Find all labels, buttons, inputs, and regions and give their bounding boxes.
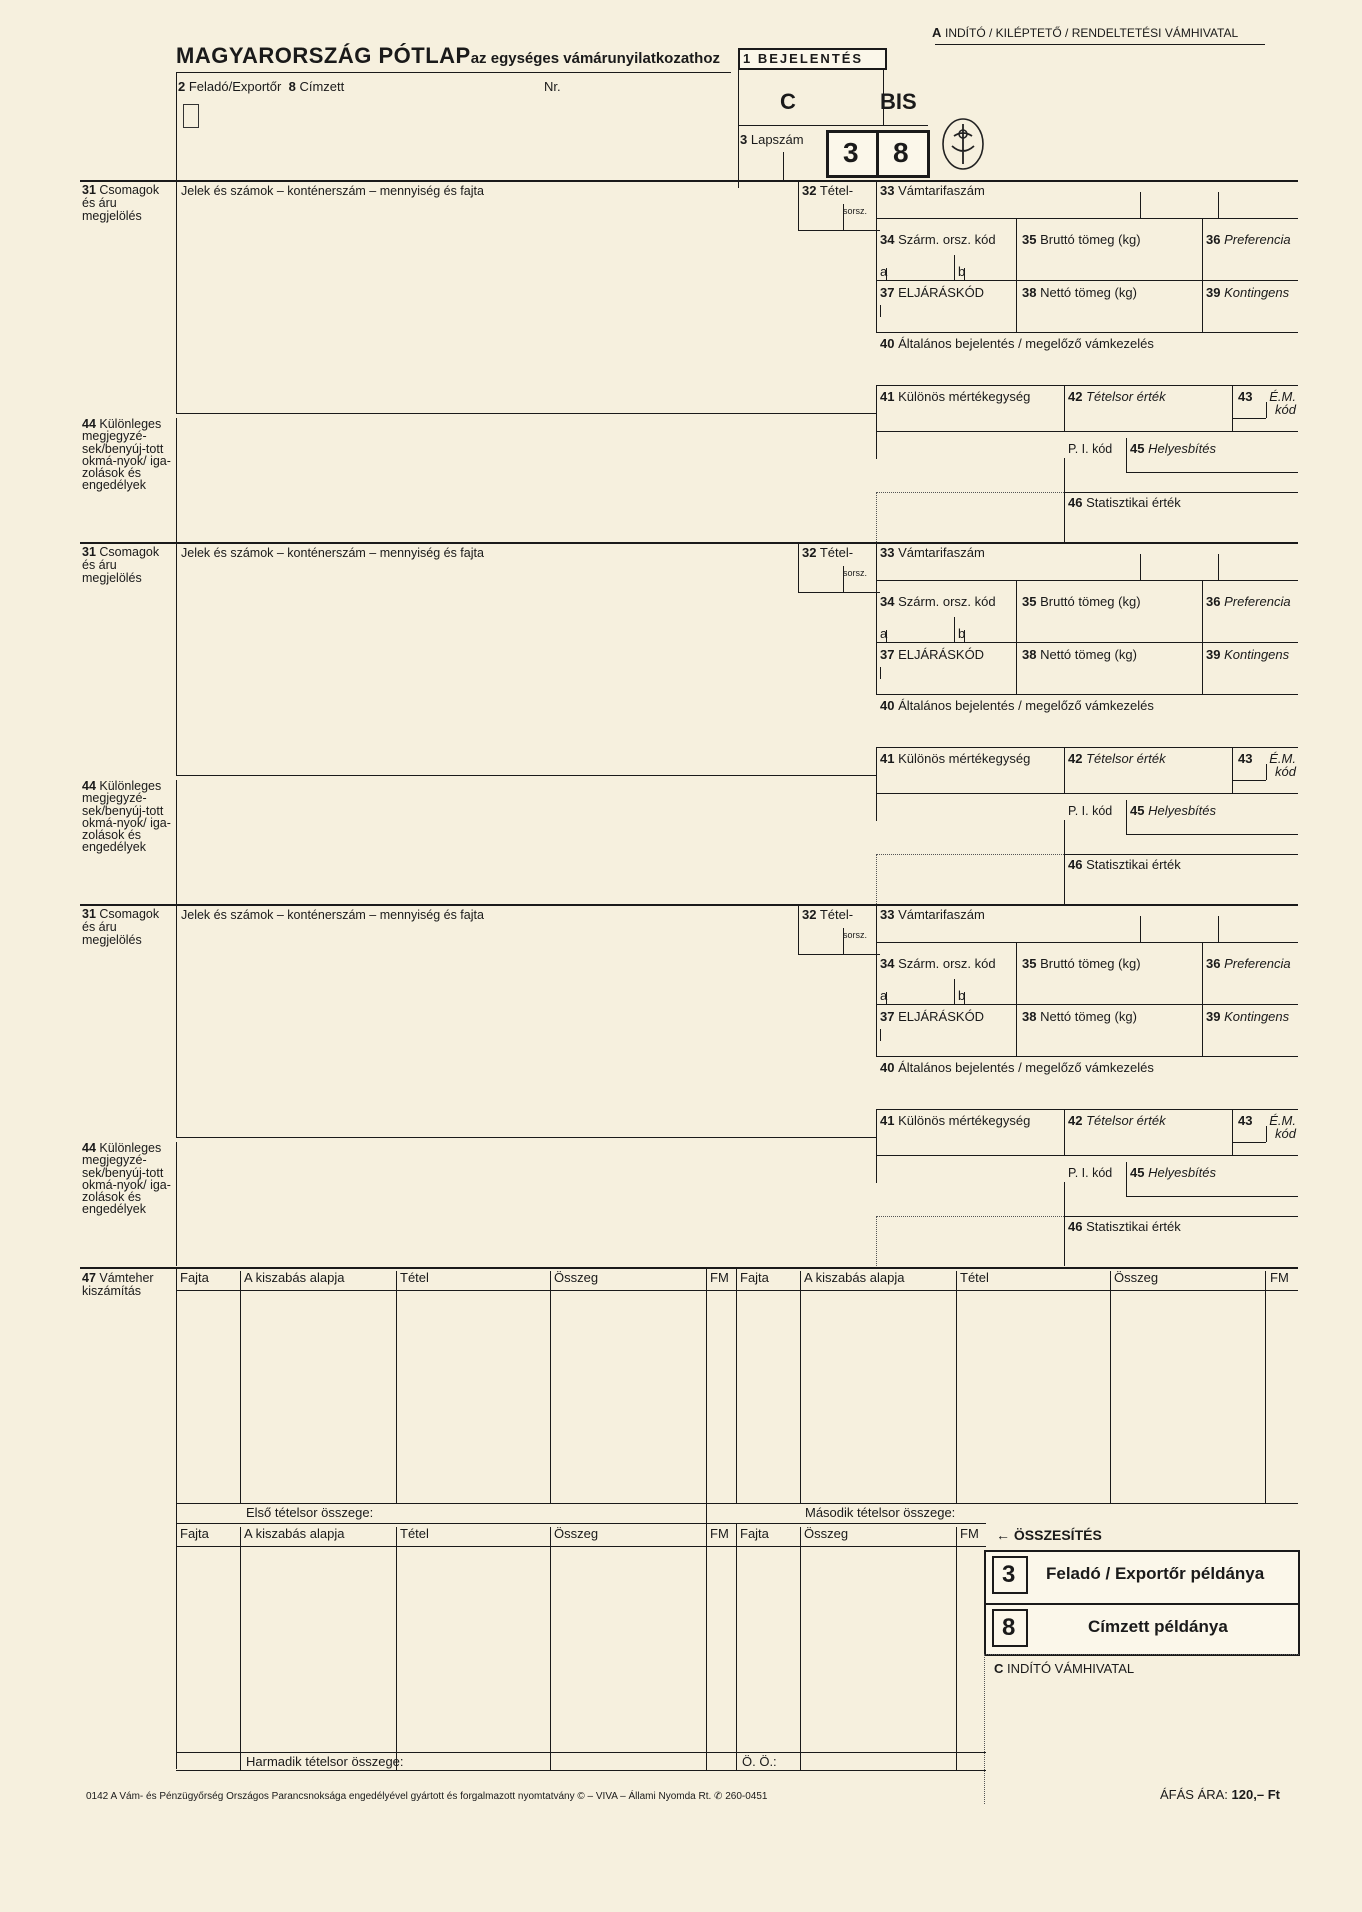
field-45-label: 45 Helyesbítés [1130, 1165, 1217, 1180]
field-31-label: 31 Csomagok és áru megjelölés [82, 545, 160, 585]
field-41-label: 41 Különös mértékegység [880, 389, 1031, 404]
c-label: C [780, 89, 796, 114]
col-alap-1: A kiszabás alapja [244, 1270, 345, 1285]
fm-2: FM [1270, 1270, 1289, 1285]
field-46-label: 46 Statisztikai érték [1068, 1219, 1181, 1234]
copy-digit: 8 [1002, 1614, 1016, 1641]
col-fajta-2: Fajta [740, 1270, 769, 1285]
field-34-a: a [880, 264, 888, 279]
field-36-label: 36 Preferencia [1206, 594, 1291, 609]
field-43-num: 43 [1238, 1113, 1253, 1128]
field-35-label: 35 Bruttó tömeg (kg) [1022, 594, 1141, 609]
field-32-sub: sorsz. [843, 568, 868, 578]
col-fajta-3: Fajta [180, 1526, 209, 1541]
field-43-label: É.M. kód [1269, 389, 1296, 417]
field-31-label: 31 Csomagok és áru megjelölés [82, 907, 160, 947]
field-32-label: 32 Tétel- [802, 907, 854, 922]
field-46-label: 46 Statisztikai érték [1068, 857, 1181, 872]
field-32-label: 32 Tétel- [802, 545, 854, 560]
col-tetel-3: Tétel [400, 1526, 429, 1541]
field-35-label: 35 Bruttó tömeg (kg) [1022, 232, 1141, 247]
field-31-label: 31 Csomagok és áru megjelölés [82, 183, 160, 223]
field-1-label: 1 BEJELENTÉS [743, 51, 864, 66]
col-alap-2: A kiszabás alapja [804, 1270, 905, 1285]
oo-label: Ö. Ö.: [742, 1754, 777, 1769]
pi-code-label: P. I. kód [1068, 804, 1113, 818]
field-41-label: 41 Különös mértékegység [880, 1113, 1031, 1128]
nr-label: Nr. [544, 79, 561, 94]
field-34-label: 34 Szárm. orsz. kód [880, 956, 996, 971]
col-osszeg-4: Összeg [804, 1526, 849, 1541]
second-total-label: Második tételsor összege: [805, 1505, 956, 1520]
field-35-label: 35 Bruttó tömeg (kg) [1022, 956, 1141, 971]
field-44-label: 44 Különleges megjegyzé-sek/benyúj-tott okmá-nyok/ iga-zolások és engedélyek [82, 1141, 171, 1217]
field-36-label: 36 Preferencia [1206, 232, 1291, 247]
field-39-label: 39 Kontingens [1206, 647, 1290, 662]
field-46-label: 46 Statisztikai érték [1068, 495, 1181, 510]
pi-code-label: P. I. kód [1068, 442, 1113, 456]
copy-digit-box [992, 1556, 1028, 1594]
field-34-b: b [958, 988, 966, 1003]
col-osszeg-2: Összeg [1114, 1270, 1159, 1285]
customs-emblem-icon [940, 116, 986, 172]
sender-checkbox[interactable] [183, 104, 199, 128]
copy-digit-box [992, 1609, 1028, 1647]
field-39-label: 39 Kontingens [1206, 1009, 1290, 1024]
field-42-label: 42 Tételsor érték [1068, 1113, 1166, 1128]
pi-code-label: P. I. kód [1068, 1166, 1113, 1180]
field-33-label: 33 Vámtarifaszám [880, 545, 985, 560]
field-45-label: 45 Helyesbítés [1130, 441, 1217, 456]
field-37-label: 37 ELJÁRÁSKÓD [880, 285, 985, 300]
copy-digit-a: 3 [843, 137, 859, 168]
field-43-num: 43 [1238, 751, 1253, 766]
field-34-b: b [958, 626, 966, 641]
bis-label: BIS [880, 89, 917, 114]
field-2-8-label: 2 Feladó/Exportőr 8 Címzett [178, 79, 345, 94]
field-40-label: 40 Általános bejelentés / megelőző vámkezelés [880, 698, 1154, 713]
field-36-label: 36 Preferencia [1206, 956, 1291, 971]
form-title: MAGYARORSZÁG PÓTLAPaz egységes vámárunyilatkozathoz [176, 43, 720, 68]
col-fajta-4: Fajta [740, 1526, 769, 1541]
summary-header: ← ÖSSZESÍTÉS [996, 1527, 1102, 1543]
field-42-label: 42 Tételsor érték [1068, 751, 1166, 766]
field-39-label: 39 Kontingens [1206, 285, 1290, 300]
field-33-label: 33 Vámtarifaszám [880, 183, 985, 198]
field-31-sub: Jelek és számok – konténerszám – mennyiség és fajta [181, 908, 484, 922]
field-43-label: É.M. kód [1269, 751, 1296, 779]
field-34-b: b [958, 264, 966, 279]
field-44-label: 44 Különleges megjegyzé-sek/benyúj-tott okmá-nyok/ iga-zolások és engedélyek [82, 417, 171, 493]
field-c-footer: C INDÍTÓ VÁMHIVATAL [994, 1661, 1135, 1676]
col-fajta-1: Fajta [180, 1270, 209, 1285]
fm-3: FM [710, 1526, 729, 1541]
field-45-label: 45 Helyesbítés [1130, 803, 1217, 818]
field-32-sub: sorsz. [843, 930, 868, 940]
col-osszeg-1: Összeg [554, 1270, 599, 1285]
copy-label: Feladó / Exportőr példánya [1046, 1564, 1265, 1583]
first-total-label: Első tételsor összege: [246, 1505, 374, 1520]
third-total-label: Harmadik tételsor összege: [246, 1754, 404, 1769]
field-37-label: 37 ELJÁRÁSKÓD [880, 1009, 985, 1024]
field-38-label: 38 Nettó tömeg (kg) [1022, 285, 1137, 300]
copy-digit: 3 [1002, 1561, 1016, 1588]
field-34-label: 34 Szárm. orsz. kód [880, 594, 996, 609]
field-42-label: 42 Tételsor érték [1068, 389, 1166, 404]
col-osszeg-3: Összeg [554, 1526, 599, 1541]
field-44-label: 44 Különleges megjegyzé-sek/benyúj-tott okmá-nyok/ iga-zolások és engedélyek [82, 779, 171, 855]
field-41-label: 41 Különös mértékegység [880, 751, 1031, 766]
col-alap-3: A kiszabás alapja [244, 1526, 345, 1541]
col-tetel-1: Tétel [400, 1270, 429, 1285]
field-37-label: 37 ELJÁRÁSKÓD [880, 647, 985, 662]
field-40-label: 40 Általános bejelentés / megelőző vámkezelés [880, 336, 1154, 351]
fm-4: FM [960, 1526, 979, 1541]
field-31-sub: Jelek és számok – konténerszám – mennyiség és fajta [181, 546, 484, 560]
field-34-a: a [880, 988, 888, 1003]
field-38-label: 38 Nettó tömeg (kg) [1022, 1009, 1137, 1024]
field-47-label: 47 Vámteher kiszámítás [82, 1271, 154, 1298]
field-32-sub: sorsz. [843, 206, 868, 216]
field-43-num: 43 [1238, 389, 1253, 404]
field-33-label: 33 Vámtarifaszám [880, 907, 985, 922]
copy-digit-b: 8 [893, 137, 909, 168]
printer-note: 0142 A Vám- és Pénzügyőrség Országos Parancsnoksága engedélyével gyártott és forgalmazott nyomtatvány © – VIVA – Állami Nyomda Rt. ✆ 260-0451 [86, 1791, 768, 1802]
field-31-sub: Jelek és számok – konténerszám – mennyiség és fajta [181, 184, 484, 198]
col-tetel-2: Tétel [960, 1270, 989, 1285]
copy-label: Címzett példánya [1088, 1617, 1228, 1636]
field-a-header: A INDÍTÓ / KILÉPTETŐ / RENDELTETÉSI VÁMHIVATAL [932, 25, 1239, 40]
field-32-label: 32 Tétel- [802, 183, 854, 198]
field-34-label: 34 Szárm. orsz. kód [880, 232, 996, 247]
field-38-label: 38 Nettó tömeg (kg) [1022, 647, 1137, 662]
fm-1: FM [710, 1270, 729, 1285]
field-40-label: 40 Általános bejelentés / megelőző vámkezelés [880, 1060, 1154, 1075]
field-43-label: É.M. kód [1269, 1113, 1296, 1141]
field-34-a: a [880, 626, 888, 641]
field-3-label: 3 Lapszám [740, 132, 804, 147]
price-label: ÁFÁS ÁRA: 120,– Ft [1160, 1787, 1280, 1802]
